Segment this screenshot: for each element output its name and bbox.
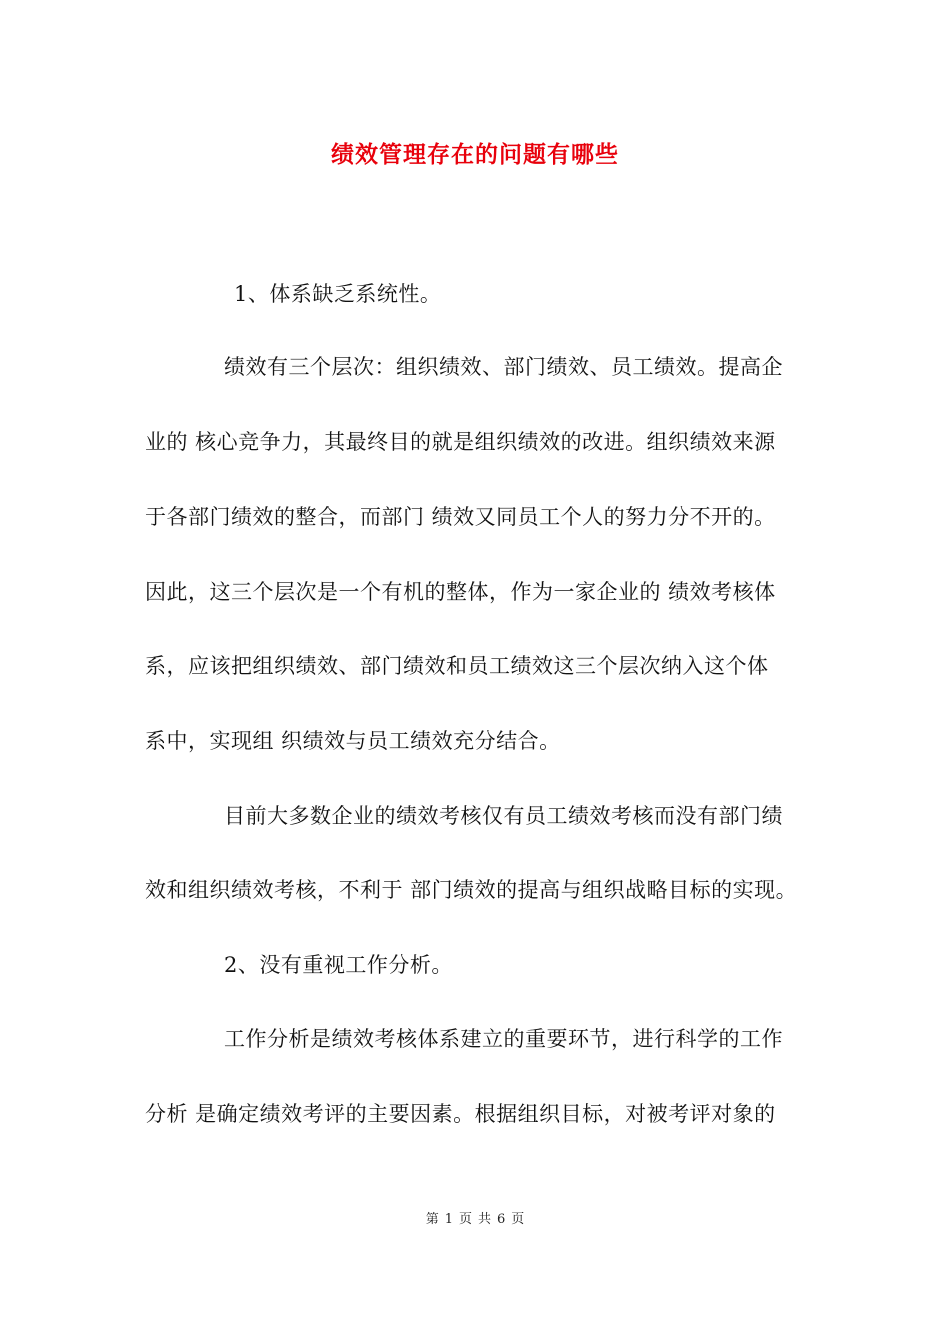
footer-suffix: 页 [511, 1212, 525, 1227]
paragraph-line: 分析 是确定绩效考评的主要因素。根据组织目标，对被考评对象的 [145, 1102, 776, 1126]
paragraph-line: 业的 核心竞争力，其最终目的就是组织绩效的改进。组织绩效来源 [145, 430, 776, 454]
paragraph-line: 绩效有三个层次：组织绩效、部门绩效、员工绩效。提高企 [224, 355, 783, 379]
footer-page-unit: 页 [458, 1212, 472, 1227]
footer-total-label: 共 [478, 1212, 492, 1227]
section-heading-1: 1、体系缺乏系统性。 [234, 282, 442, 306]
paragraph-line: 效和组织绩效考核，不利于 部门绩效的提高与组织战略目标的实现。 [145, 878, 798, 902]
document-title: 绩效管理存在的问题有哪些 [331, 141, 619, 168]
footer-total-pages: 6 [497, 1212, 506, 1227]
footer-current-page: 1 [444, 1212, 453, 1227]
paragraph-line: 系中，实现组 织绩效与员工绩效充分结合。 [145, 729, 561, 753]
footer-prefix: 第 [425, 1212, 439, 1227]
paragraph-line: 于各部门绩效的整合，而部门 绩效又同员工个人的努力分不开的。 [145, 505, 776, 529]
paragraph-line: 系，应该把组织绩效、部门绩效和员工绩效这三个层次纳入这个体 [145, 654, 769, 678]
paragraph-line: 目前大多数企业的绩效考核仅有员工绩效考核而没有部门绩 [224, 804, 783, 828]
paragraph-line: 工作分析是绩效考核体系建立的重要环节，进行科学的工作 [224, 1027, 783, 1051]
page-footer [0, 1208, 950, 1227]
paragraph-line: 因此，这三个层次是一个有机的整体，作为一家企业的 绩效考核体 [145, 580, 776, 604]
section-heading-2: 2、没有重视工作分析。 [224, 953, 453, 977]
